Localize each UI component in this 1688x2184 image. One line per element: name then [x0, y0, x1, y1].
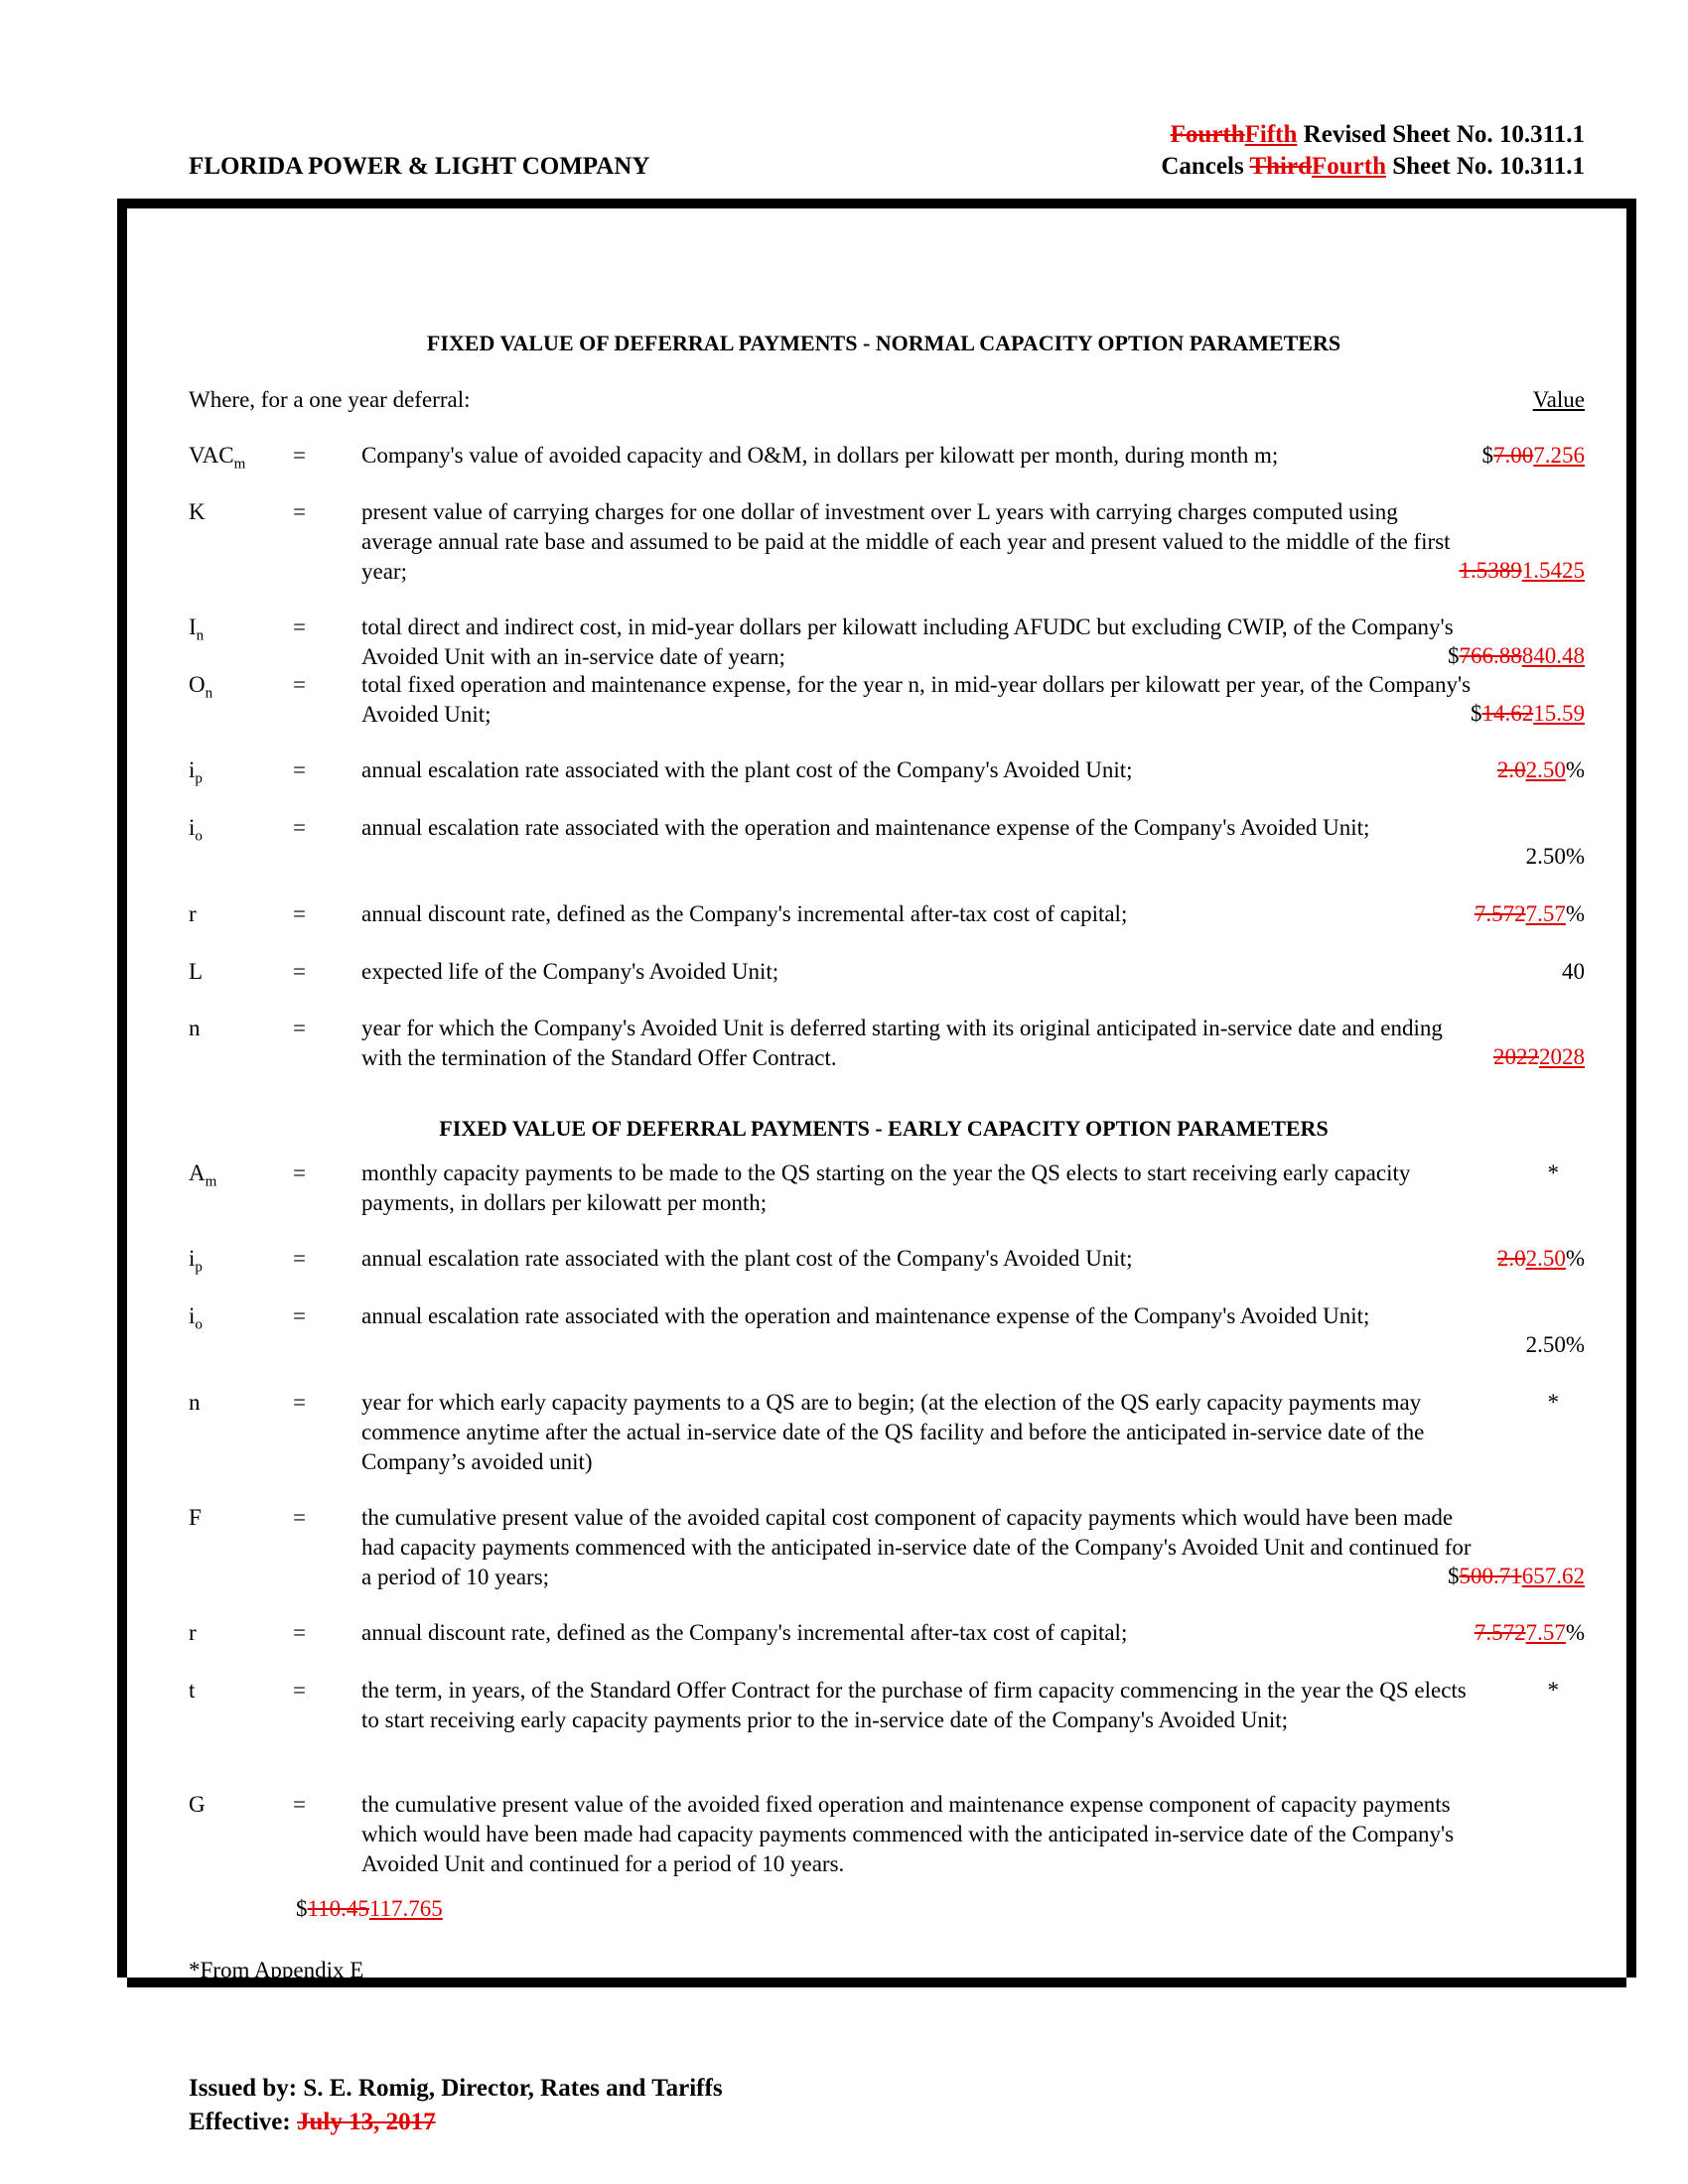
frame-right-border — [1626, 199, 1636, 1978]
parameter-value — [1448, 641, 1585, 671]
equals-sign: = — [293, 959, 306, 984]
parameter-symbol-text: L — [189, 959, 204, 984]
value-suffix: 2.50% — [1525, 844, 1585, 869]
g-value — [296, 1896, 443, 1922]
value-suffix: % — [1565, 1620, 1585, 1645]
value-ins: 7.57 — [1525, 901, 1566, 926]
parameter-description: the term, in years, of the Standard Offer Contract for the purchase of firm capacity commencing in the year the QS elects to start receiving early capacity payments prior to the in-service date of the Company's Avoided Unit; — [361, 1678, 1467, 1732]
parameter-symbol — [189, 899, 197, 929]
value-column-header: Value — [1532, 387, 1585, 412]
value-del: 2.0 — [1496, 1246, 1526, 1271]
parameter-symbol — [189, 1790, 206, 1820]
where-label: Where, for a one year deferral: — [189, 387, 471, 412]
parameter-subscript: n — [205, 685, 213, 702]
value-suffix: % — [1565, 1246, 1585, 1271]
g-value-inserted: 117.765 — [368, 1896, 443, 1921]
parameter-subscript: m — [233, 456, 246, 473]
parameter-value — [1448, 1562, 1585, 1591]
parameter-description: annual escalation rate associated with the operation and maintenance expense of the Company's Avoided Unit; — [361, 815, 1370, 840]
parameter-symbol-text: i — [189, 757, 196, 782]
cancels-suffix: Sheet No. 10.311.1 — [1386, 153, 1585, 180]
parameter-description: annual escalation rate associated with the plant cost of the Company's Avoided Unit; — [361, 757, 1133, 782]
value-del: 7.572 — [1474, 1620, 1526, 1645]
parameter-value — [1497, 755, 1585, 785]
parameter-symbol-text: r — [189, 1620, 197, 1645]
parameter-symbol — [189, 1244, 203, 1283]
cancels-line — [1161, 153, 1585, 181]
value-ins: 7.256 — [1533, 443, 1585, 468]
value-ins: 2028 — [1539, 1044, 1585, 1069]
parameter-description: expected life of the Company's Avoided Unit; — [361, 959, 779, 984]
frame-top-border — [117, 199, 1636, 208]
parameter-value — [1562, 957, 1585, 987]
value-ins: 7.57 — [1525, 1620, 1566, 1645]
parameter-value — [1548, 1676, 1560, 1706]
cancels-inserted: Fourth — [1312, 153, 1386, 180]
parameter-description: year for which early capacity payments to a QS are to begin; (at the election of the QS early capacity payments may commence anytime after the actual in-service date of the QS facility and before the anticipated in-service date of the Company’s avoided unit) — [361, 1390, 1425, 1474]
value-del: 14.62 — [1481, 701, 1534, 726]
effective-label: Effective: — [189, 2109, 297, 2135]
value-del: 2.0 — [1496, 757, 1526, 782]
value-suffix: 2.50% — [1525, 1332, 1585, 1357]
parameter-symbol — [189, 1014, 201, 1043]
parameter-value — [1526, 842, 1585, 872]
parameter-symbol-text: VAC — [189, 443, 234, 468]
value-suffix: * — [1547, 1678, 1559, 1703]
parameter-description: total fixed operation and maintenance expense, for the year n, in mid-year dollars per kilowatt per year, of the Company's Avoided Unit; — [361, 672, 1472, 727]
parameter-symbol — [189, 1503, 202, 1533]
equals-sign: = — [293, 1303, 306, 1328]
g-value-deleted: 110.45 — [307, 1896, 369, 1921]
parameter-value — [1526, 1330, 1585, 1360]
value-del: 7.572 — [1474, 901, 1526, 926]
value-suffix: % — [1565, 757, 1585, 782]
parameter-description: annual discount rate, defined as the Company's incremental after-tax cost of capital; — [361, 901, 1128, 926]
parameter-symbol — [189, 813, 203, 852]
value-prefix: $ — [1471, 701, 1482, 726]
equals-sign: = — [293, 614, 306, 639]
parameter-description: annual escalation rate associated with the plant cost of the Company's Avoided Unit; — [361, 1246, 1133, 1271]
parameter-value — [1548, 1388, 1560, 1418]
parameter-value — [1460, 556, 1586, 586]
value-ins: 1.5425 — [1521, 558, 1585, 583]
value-suffix: * — [1547, 1160, 1559, 1185]
value-ins: 840.48 — [1521, 643, 1585, 668]
g-value-prefix: $ — [296, 1896, 308, 1921]
equals-sign: = — [293, 1505, 306, 1530]
equals-sign: = — [293, 815, 306, 840]
parameter-description: annual discount rate, defined as the Company's incremental after-tax cost of capital; — [361, 1620, 1128, 1645]
normal-section-heading: FIXED VALUE OF DEFERRAL PAYMENTS - NORMAL CAPACITY OPTION PARAMETERS — [426, 331, 1341, 355]
parameter-symbol-text: I — [189, 614, 197, 639]
parameter-subscript: o — [195, 828, 203, 845]
parameter-symbol — [189, 497, 206, 527]
parameter-symbol-text: i — [189, 1303, 196, 1328]
company-name: FLORIDA POWER & LIGHT COMPANY — [189, 153, 650, 180]
value-prefix: $ — [1448, 643, 1460, 668]
parameter-symbol-text: K — [189, 499, 206, 524]
parameter-symbol — [189, 613, 204, 651]
equals-sign: = — [293, 499, 306, 524]
equals-sign: = — [293, 1792, 306, 1817]
parameter-description: annual escalation rate associated with the operation and maintenance expense of the Company's Avoided Unit; — [361, 1303, 1370, 1328]
value-prefix: $ — [1481, 443, 1493, 468]
parameter-symbol — [189, 957, 203, 987]
parameter-symbol — [189, 1301, 203, 1340]
parameter-symbol-text: i — [189, 1246, 196, 1271]
parameter-symbol-text: G — [189, 1792, 206, 1817]
value-del: 1.5389 — [1459, 558, 1522, 583]
parameter-value — [1493, 1042, 1585, 1072]
value-ins: 2.50 — [1525, 757, 1566, 782]
value-suffix: % — [1565, 901, 1585, 926]
parameter-symbol-text: n — [189, 1390, 201, 1415]
parameter-symbol — [189, 755, 203, 794]
frame-left-border — [117, 199, 127, 1978]
parameter-subscript: n — [196, 627, 205, 644]
footnote: *From Appendix E — [189, 1958, 364, 1982]
equals-sign: = — [293, 1160, 306, 1185]
parameter-description: the cumulative present value of the avoided capital cost component of capacity payments which would have been made had capacity payments commenced with the anticipated in-service date of the Company's Avoided Unit and continued for a period of 10 years; — [361, 1505, 1472, 1589]
parameter-subscript: p — [195, 770, 203, 787]
parameter-symbol-text: t — [189, 1678, 196, 1703]
value-suffix: 40 — [1562, 959, 1585, 984]
equals-sign: = — [293, 901, 306, 926]
effective-deleted: July 13, 2017 — [296, 2109, 436, 2135]
value-ins: 2.50 — [1525, 1246, 1566, 1271]
parameter-description: monthly capacity payments to be made to the QS starting on the year the QS elects to start receiving early capacity payments, in dollars per kilowatt per month; — [361, 1160, 1411, 1215]
parameter-symbol — [189, 1388, 201, 1418]
equals-sign: = — [293, 757, 306, 782]
parameter-description: total direct and indirect cost, in mid-year dollars per kilowatt including AFUDC but excluding CWIP, of the Company's Avoided Unit with an in-service date of yearn; — [361, 614, 1454, 669]
sheet-inserted: Fifth — [1244, 121, 1298, 148]
parameter-symbol-text: r — [189, 901, 197, 926]
parameter-description: Company's value of avoided capacity and O&M, in dollars per kilowatt per month, during month m; — [361, 443, 1279, 468]
parameter-subscript: p — [195, 1259, 203, 1276]
parameter-symbol — [189, 1676, 195, 1706]
parameter-symbol-text: A — [189, 1160, 206, 1185]
cancels-prefix: Cancels — [1161, 153, 1250, 180]
parameter-value — [1475, 1618, 1585, 1648]
value-ins: 657.62 — [1521, 1564, 1585, 1588]
cancels-deleted: Third — [1249, 153, 1312, 180]
value-suffix: * — [1547, 1390, 1559, 1415]
parameter-symbol-text: F — [189, 1505, 202, 1530]
value-del: 7.00 — [1493, 443, 1534, 468]
issued-by: Issued by: S. E. Romig, Director, Rates and Tariffs — [189, 2075, 723, 2102]
equals-sign: = — [293, 1246, 306, 1271]
effective-date — [189, 2109, 436, 2136]
parameter-symbol — [189, 1618, 197, 1648]
parameter-subscript: o — [195, 1316, 203, 1333]
parameter-value — [1471, 699, 1585, 729]
parameter-value — [1497, 1244, 1585, 1274]
parameter-description: the cumulative present value of the avoided fixed operation and maintenance expense component of capacity payments which would have been made had capacity payments commenced with the anticipated in-service date of the Company's Avoided Unit and continued for a period of 10 years. — [361, 1792, 1455, 1876]
sheet-number — [1171, 121, 1585, 149]
equals-sign: = — [293, 1016, 306, 1040]
equals-sign: = — [293, 1620, 306, 1645]
value-del: 766.88 — [1459, 643, 1522, 668]
equals-sign: = — [293, 672, 306, 697]
parameter-symbol — [189, 441, 245, 479]
parameter-symbol-text: O — [189, 672, 206, 697]
parameter-description: year for which the Company's Avoided Unit is deferred starting with its original anticipated in-service date and ending with the termination of the Standard Offer Contract. — [361, 1016, 1443, 1070]
equals-sign: = — [293, 1678, 306, 1703]
value-ins: 15.59 — [1533, 701, 1585, 726]
parameter-symbol — [189, 1159, 216, 1197]
value-del: 500.71 — [1459, 1564, 1522, 1588]
parameter-symbol — [189, 670, 212, 709]
value-del: 2022 — [1493, 1044, 1539, 1069]
parameter-symbol-text: i — [189, 815, 196, 840]
parameter-value — [1482, 441, 1586, 471]
value-prefix: $ — [1448, 1564, 1460, 1588]
equals-sign: = — [293, 443, 306, 468]
parameter-symbol-text: n — [189, 1016, 201, 1040]
parameter-description: present value of carrying charges for one dollar of investment over L years with carrying charges computed using average annual rate base and assumed to be paid at the middle of each year and present valued to the middle of the first year; — [361, 499, 1451, 584]
parameter-subscript: m — [205, 1173, 217, 1190]
sheet-suffix: Revised Sheet No. 10.311.1 — [1297, 121, 1585, 148]
sheet-deleted: Fourth — [1170, 121, 1245, 148]
early-section-heading: FIXED VALUE OF DEFERRAL PAYMENTS - EARLY CAPACITY OPTION PARAMETERS — [439, 1116, 1329, 1141]
parameter-value — [1548, 1159, 1560, 1188]
parameter-value — [1475, 899, 1585, 929]
equals-sign: = — [293, 1390, 306, 1415]
